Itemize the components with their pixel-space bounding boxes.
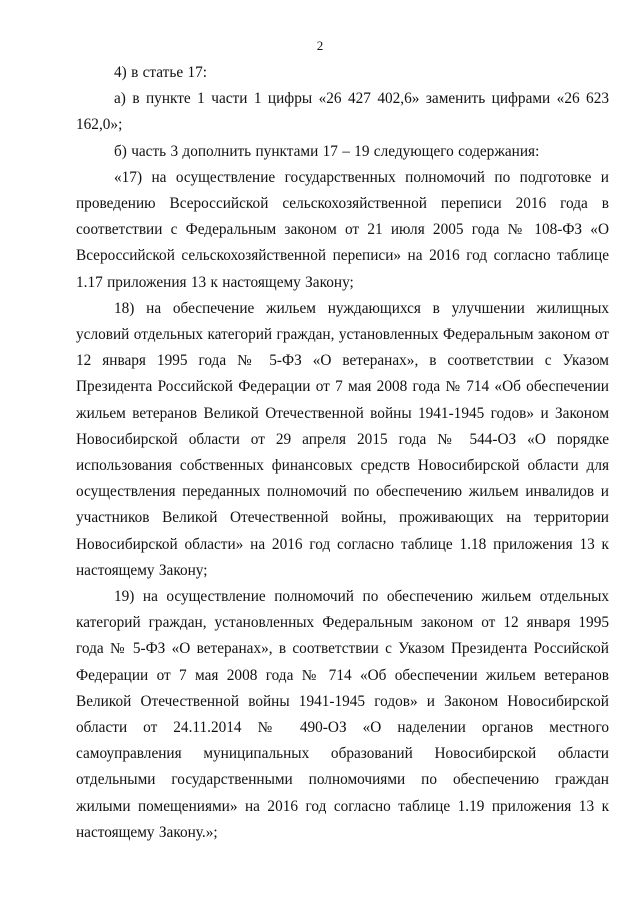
page-number: 2 [316, 38, 324, 53]
paragraph-point-17: «17) на осуществление государственных полномочий по подготовке и проведению Всероссийской сельскохозяйственной переписи 2016 года в соответствии с Федеральным законом от 21 июля 2005 года № 108-ФЗ «О Всероссийской сельскохозяйственной переписи» на 2016 год согласно таблице 1.17 приложения 13 к настоящему Закону; [76, 168, 609, 291]
paragraph-item-a: а) в пункте 1 части 1 цифры «26 427 402,6» заменить цифрами «26 623 162,0»; [76, 90, 609, 134]
paragraph-article-17: 4) в статье 17: [114, 64, 207, 81]
document-body [76, 60, 609, 846]
paragraph-point-18: 18) на обеспечение жильем нуждающихся в улучшении жилищных условий отдельных категорий граждан, установленных Федеральным законом от 12 января 1995 года № 5-ФЗ «О ветеранах», в соответствии с Указом Президента Российской Федерации от 7 мая 2008 года № 714 «Об обеспечении жильем ветеранов Великой Отечественной войны 1941-1945 годов» и Законом Новосибирской области от 29 апреля 2015 года № 544-ОЗ «О порядке использования собственных финансовых средств Новосибирской области для осуществления переданных полномочий по обеспечению жильем инвалидов и участников Великой Отечественной войны, проживающих на территории Новосибирской области» на 2016 год согласно таблице 1.18 приложения 13 к настоящему Закону; [76, 299, 609, 579]
paragraph-point-19: 19) на осуществление полномочий по обеспечению жильем отдельных категорий граждан, установленных Федеральным законом от 12 января 1995 года № 5-ФЗ «О ветеранах», в соответствии с Указом Президента Российской Федерации от 7 мая 2008 года № 714 «Об обеспечении жильем ветеранов Великой Отечественной войны 1941-1945 годов» и Законом Новосибирской области от 24.11.2014 № 490-ОЗ «О наделении органов местного самоуправления муниципальных образований Новосибирской области отдельными государственными полномочиями по обеспечению граждан жилыми помещениями» на 2016 год согласно таблице 1.19 приложения 13 к настоящему Закону.»; [76, 588, 609, 841]
paragraph-item-b: б) часть 3 дополнить пунктами 17 – 19 следующего содержания: [114, 142, 540, 160]
